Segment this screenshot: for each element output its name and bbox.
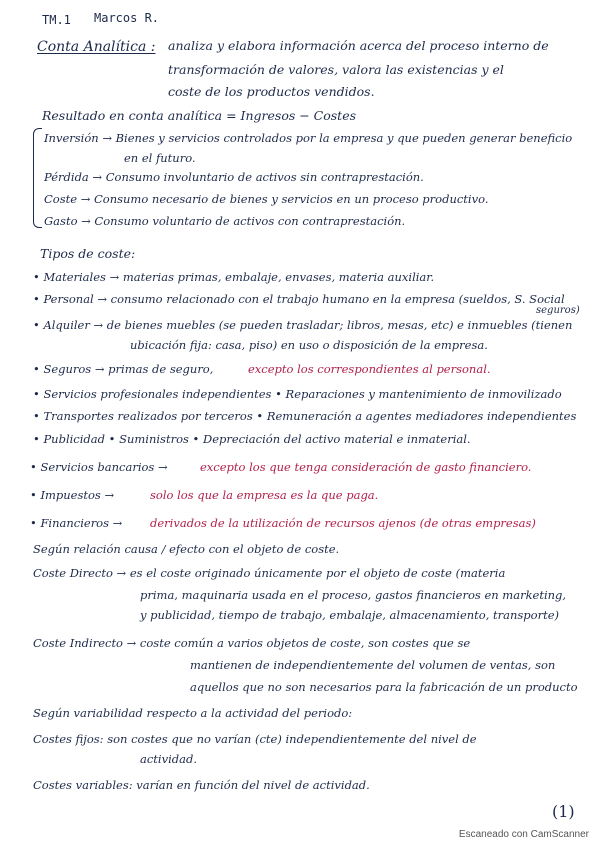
line-coste-directo-cont-2: y publicidad, tiempo de trabajo, embalaje, almacenamiento, transporte) [140, 608, 559, 622]
line-alquiler-cont: ubicación fija: casa, piso) en uso o disposición de la empresa. [130, 338, 488, 352]
line-coste-indirecto-cont-1: mantienen de independientemente del volumen de ventas, son [190, 658, 556, 672]
line-seguros: • Seguros → primas de seguro, [33, 362, 214, 376]
line-conta-analitica-def: analiza y elabora información acerca del proceso interno de [168, 38, 549, 53]
line-def-cont-1: transformación de valores, valora las existencias y el [168, 62, 504, 77]
line-materiales: • Materiales → materias primas, embalaje, envases, materia auxiliar. [33, 270, 435, 284]
line-def-cont-2: coste de los productos vendidos. [168, 84, 375, 99]
line-servicios-bancarios-excepto: excepto los que tenga consideración de gasto financiero. [200, 460, 532, 474]
line-coste-indirecto-cont-2: aquellos que no son necesarios para la fabricación de un producto [190, 680, 578, 694]
line-personal-seguros: seguros) [536, 305, 580, 316]
line-segun-causa-efecto: Según relación causa / efecto con el objeto de coste. [33, 542, 340, 556]
header-author: Marcos R. [94, 11, 160, 25]
line-segun-variabilidad: Según variabilidad respecto a la actividad del periodo: [33, 706, 353, 720]
line-servicios-profesionales: • Servicios profesionales independientes • Reparaciones y mantenimiento de inmovilizado [33, 387, 562, 401]
line-tipos-de-coste: Tipos de coste: [40, 246, 136, 261]
line-seguros-excepto: excepto los correspondientes al personal. [248, 362, 491, 376]
scanner-watermark: Escaneado con CamScanner [458, 829, 589, 840]
line-coste-directo-cont-1: prima, maquinaria usada en el proceso, gastos financieros en marketing, [140, 588, 567, 602]
line-costes-fijos-cont: actividad. [140, 752, 198, 766]
line-coste-indirecto: Coste Indirecto → coste común a varios objetos de coste, son costes que se [33, 636, 471, 650]
line-alquiler: • Alquiler → de bienes muebles (se pueden trasladar; libros, mesas, etc) e inmuebles (tienen [33, 318, 573, 332]
line-gasto: Gasto → Consumo voluntario de activos con contraprestación. [44, 214, 406, 228]
line-financieros: • Financieros → [30, 516, 123, 530]
line-financieros-detalle: derivados de la utilización de recursos ajenos (de otras empresas) [150, 516, 536, 530]
line-inversion: Inversión → Bienes y servicios controlados por la empresa y que pueden generar beneficio [44, 131, 573, 145]
definitions-brace [33, 128, 42, 228]
line-coste: Coste → Consumo necesario de bienes y servicios en un proceso productivo. [44, 192, 489, 206]
line-impuestos-detalle: solo los que la empresa es la que paga. [150, 488, 379, 502]
line-transportes: • Transportes realizados por terceros • Remuneración a agentes mediadores independientes [33, 409, 577, 423]
line-servicios-bancarios: • Servicios bancarios → [30, 460, 168, 474]
line-personal: • Personal → consumo relacionado con el trabajo humano en la empresa (sueldos, S. Social [33, 292, 565, 306]
line-resultado: Resultado en conta analítica = Ingresos − Costes [42, 108, 357, 123]
line-perdida: Pérdida → Consumo involuntario de activos sin contraprestación. [44, 170, 424, 184]
line-inversion-cont: en el futuro. [124, 151, 196, 165]
header-code: TM.1 [42, 13, 71, 27]
line-coste-directo: Coste Directo → es el coste originado únicamente por el objeto de coste (materia [33, 566, 506, 580]
page-number: (1) [552, 802, 575, 821]
line-costes-variables: Costes variables: varían en función del nivel de actividad. [33, 778, 370, 792]
line-conta-analitica-term: Conta Analítica : [37, 39, 156, 55]
line-costes-fijos: Costes fijos: son costes que no varían (cte) independientemente del nivel de [33, 732, 477, 746]
line-impuestos: • Impuestos → [30, 488, 115, 502]
line-publicidad: • Publicidad • Suministros • Depreciación del activo material e inmaterial. [33, 432, 471, 446]
